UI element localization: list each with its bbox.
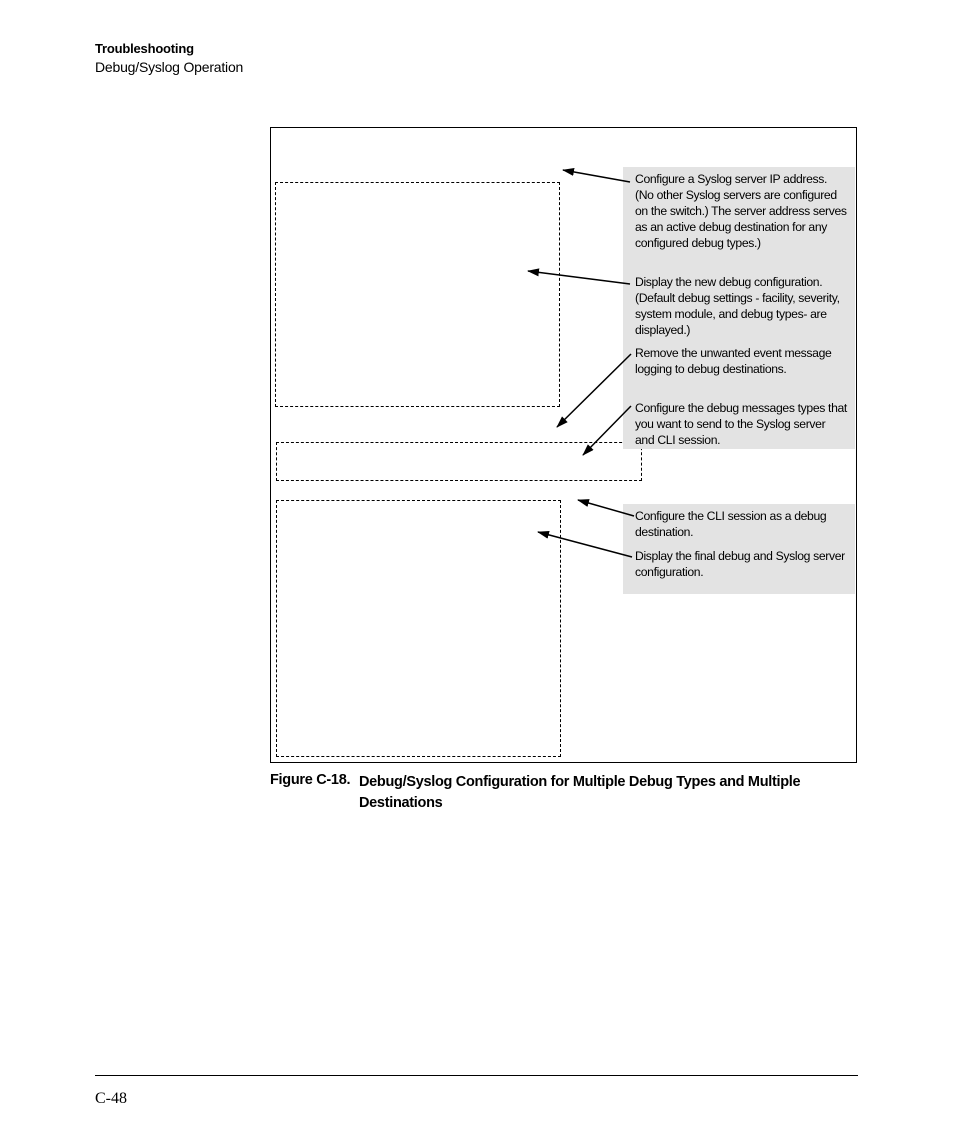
figure-caption-label: Figure C-18. [270, 772, 351, 788]
dashed-region-final-output [276, 500, 561, 757]
dashed-region-config-output [275, 182, 560, 407]
figure-caption-text: Debug/Syslog Configuration for Multiple Debug Types and Multiple Destinations [359, 774, 801, 811]
callout-configure-debug-types: Configure the debug messages types that you want to send to the Syslog server and CLI session. [635, 401, 847, 447]
footer-rule [95, 1075, 858, 1076]
callout-display-new-config: Display the new debug configuration. (Default debug settings - facility, severity, system module, and debug types- are displayed.) [635, 275, 840, 337]
callout-display-final-config: Display the final debug and Syslog server configuration. [635, 549, 845, 579]
section-title: Troubleshooting [95, 41, 194, 56]
dashed-region-debug-commands [276, 442, 642, 481]
section-subtitle: Debug/Syslog Operation [95, 59, 244, 75]
callout-remove-event-logging: Remove the unwanted event message logging to debug destinations. [635, 346, 832, 376]
callout-syslog-server: Configure a Syslog server IP address. (No other Syslog servers are configured on the switch.) The server address serves as an active debug destination for any configured debug types.) [635, 172, 847, 250]
page-number: C-48 [95, 1090, 127, 1107]
callout-cli-destination: Configure the CLI session as a debug destination. [635, 509, 827, 539]
